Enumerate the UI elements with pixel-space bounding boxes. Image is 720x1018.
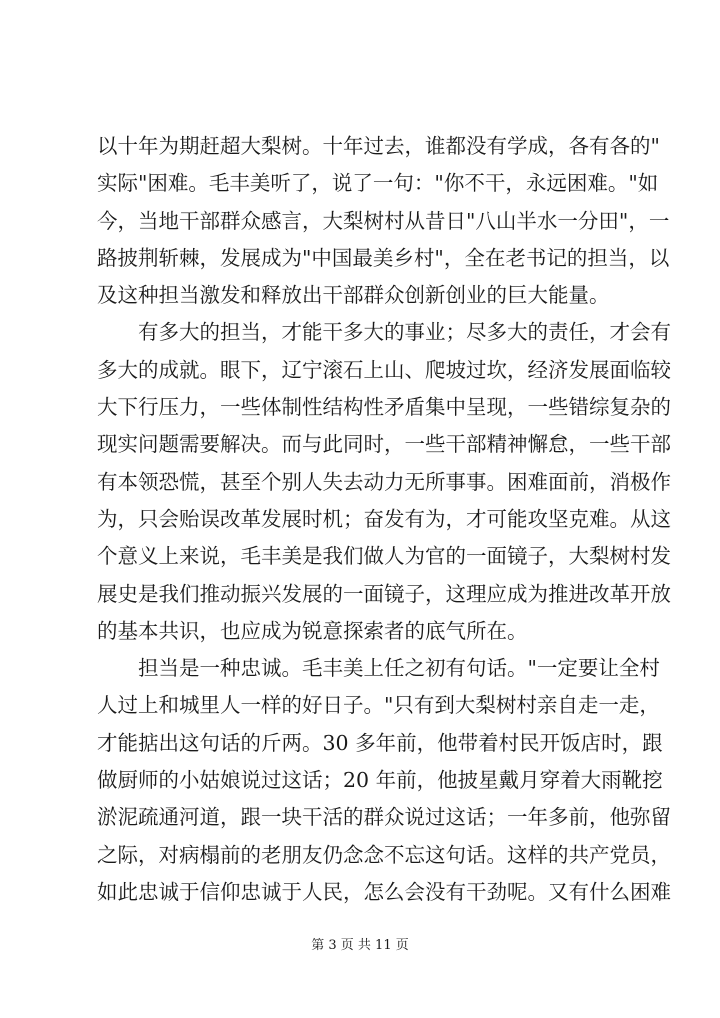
text-line: 之际，对病榻前的老朋友仍念念不忘这句话。这样的共产党员， [97, 842, 671, 867]
text-line: 做厨师的小姑娘说过这话；20 年前，他披星戴月穿着大雨靴挖 [97, 768, 663, 793]
text-line: 有多大的担当，才能干多大的事业；尽多大的责任，才会有 [97, 320, 671, 345]
page-number-footer: 第 3 页 共 11 页 [311, 938, 409, 953]
text-line: 现实问题需要解决。而与此同时，一些干部精神懈怠，一些干部 [97, 432, 671, 457]
text-line: 的基本共识，也应成为锐意探索者的底气所在。 [97, 618, 528, 643]
text-line: 个意义上来说，毛丰美是我们做人为官的一面镜子，大梨树村发 [97, 544, 671, 569]
text-line: 路披荆斩棘，发展成为"中国最美乡村"，全在老书记的担当，以 [97, 245, 670, 270]
text-line: 为，只会贻误改革发展时机；奋发有为，才可能攻坚克难。从这 [97, 506, 671, 531]
text-line: 担当是一种忠诚。毛丰美上任之初有句话。"一定要让全村 [97, 656, 660, 681]
text-line: 大下行压力，一些体制性结构性矛盾集中呈现，一些错综复杂的 [97, 395, 671, 420]
text-line: 及这种担当激发和释放出干部群众创新创业的巨大能量。 [97, 283, 610, 308]
text-line: 如此忠诚于信仰忠诚于人民，怎么会没有干劲呢。又有什么困难 [97, 879, 671, 904]
text-line: 今，当地干部群众感言，大梨树村从昔日"八山半水一分田"，一 [97, 208, 670, 233]
text-line: 多大的成就。眼下，辽宁滚石上山、爬坡过坎，经济发展面临较 [97, 357, 671, 382]
text-line: 淤泥疏通河道，跟一块干活的群众说过这话；一年多前，他弥留 [97, 805, 671, 830]
text-line: 才能掂出这句话的斤两。30 多年前，他带着村民开饭店时，跟 [97, 730, 663, 755]
text-line: 人过上和城里人一样的好日子。"只有到大梨树村亲自走一走， [97, 693, 660, 718]
text-line: 以十年为期赶超大梨树。十年过去，谁都没有学成，各有各的" [97, 134, 660, 158]
body-text [97, 128, 671, 911]
text-line: 有本领恐慌，甚至个别人失去动力无所事事。困难面前，消极作 [97, 469, 671, 494]
text-line: 实际"困难。毛丰美听了，说了一句："你不干，永远困难。"如 [97, 171, 659, 196]
text-line: 展史是我们推动振兴发展的一面镜子，这理应成为推进改革开放 [97, 581, 671, 606]
